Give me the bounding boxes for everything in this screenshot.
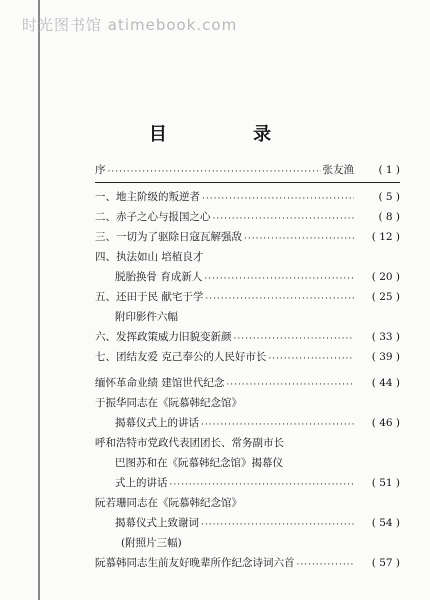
leader-dots [204,271,354,287]
toc-entry-continuation: 巴图苏和在《阮慕韩纪念馆》揭幕仪 [115,457,283,469]
toc-entry [95,347,400,367]
toc-entry-page: ( 8 ) [378,211,400,223]
toc-entry [95,187,400,207]
toc-entry [95,207,400,227]
toc-entry-label: 阮慕韩同志生前友好晚辈所作纪念诗词六首 [95,557,295,569]
leader-dots [202,191,354,207]
toc-entry-page: ( 57 ) [371,557,400,569]
toc-entry-label: 三、一切为了驱除日寇瓦解强敌 [95,231,242,243]
toc-entry-page: ( 25 ) [371,291,400,303]
binding-shadow-line [38,0,40,600]
leader-dots [201,517,354,533]
toc-entry-label: 缅怀革命业绩 建馆世代纪念 [95,377,225,389]
toc-entry-continuation: 揭幕仪式上的讲话 [115,417,199,429]
toc-entry-continuation: 揭幕仪式上致谢词 [115,517,199,529]
toc-entry-label: 六、发挥政策威力旧貌变新颜 [95,331,232,343]
leader-dots [170,477,355,493]
toc-entry-label: 一、地主阶级的叛逆者 [95,191,200,203]
toc-entry [95,373,400,393]
toc-preface-author: 张友渔 [322,164,354,176]
toc-entry-label: 阮若珊同志在《阮慕韩纪念馆》 [95,497,242,509]
toc-entry-page: ( 33 ) [371,331,400,343]
toc-entry-page: ( 39 ) [371,351,400,363]
leader-dots [201,417,354,433]
leader-dots [268,351,354,367]
toc-entry-page: ( 20 ) [371,271,400,283]
leader-dots [226,377,354,393]
leader-dots [234,331,355,347]
toc-entry-page: ( 54 ) [371,517,400,529]
toc-entry-label: 于振华同志在《阮慕韩纪念馆》 [95,397,242,409]
toc-preface [95,160,400,180]
leader-dots [205,291,354,307]
toc-entry-label: 五、还田于民 献宅于学 [95,291,204,303]
toc-entry [95,553,400,573]
toc-preface-label: 序 [95,164,106,176]
table-of-contents [95,160,400,573]
toc-entry-label: 四、执法如山 培植良才 [95,251,204,263]
toc-entry-page: ( 51 ) [371,477,400,489]
toc-entry-label: 二、赤子之心与报国之心 [95,211,211,223]
toc-entry-continuation: 脱胎换骨 育成新人 [115,271,203,283]
toc-entry-page: ( 44 ) [371,377,400,389]
divider [95,182,400,183]
toc-entry [95,473,400,493]
toc-entry-label: 七、团结友爱 克己奉公的人民好市长 [95,351,267,363]
leader-dots [108,164,321,180]
toc-note: 附印影件六幅 [115,311,178,323]
toc-entry [95,327,400,347]
toc-note: (附照片三幅) [121,537,182,549]
leader-dots [244,231,354,247]
leader-dots [297,557,355,573]
leader-dots [213,211,355,227]
toc-entry [95,267,400,287]
watermark: 时光图书馆 atimebook.com [22,16,238,34]
toc-entry-label: 呼和浩特市党政代表团团长、常务副市长 [95,437,284,449]
toc-entry [95,413,400,433]
toc-entry [95,287,400,307]
toc-entry-page: ( 12 ) [371,231,400,243]
toc-entry [95,513,400,533]
toc-entry-page: ( 46 ) [371,417,400,429]
toc-entry-continuation: 式上的讲话 [115,477,168,489]
toc-entry [95,227,400,247]
toc-entry-page: ( 5 ) [378,191,400,203]
toc-preface-page: ( 1 ) [378,164,400,176]
page-title: 目 录 [148,124,312,145]
